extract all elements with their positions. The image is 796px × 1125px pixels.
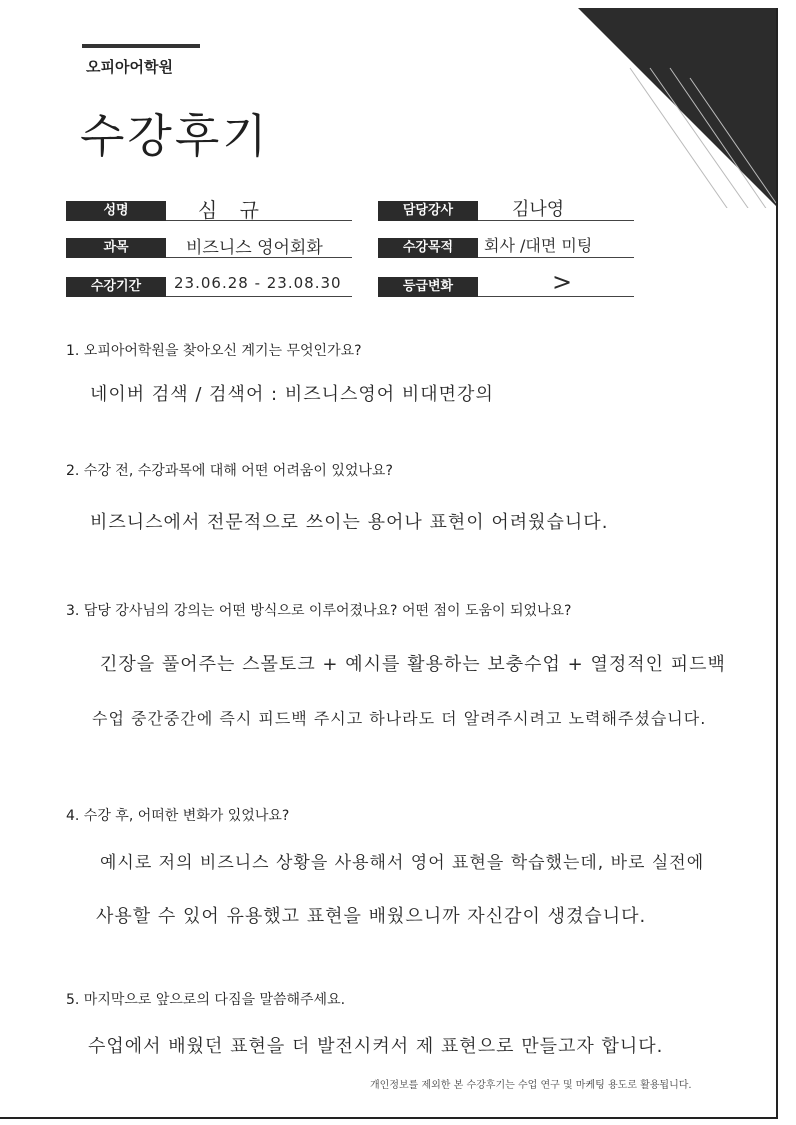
question-3: 3. 담당 강사님의 강의는 어떤 방식으로 이루어졌나요? 어떤 점이 도움이 되었나요? <box>66 603 572 619</box>
teacher-value: 김나영 <box>512 199 565 220</box>
subject-label: 과목 <box>66 238 166 258</box>
period-field-line <box>166 296 352 297</box>
question-2: 2. 수강 전, 수강과목에 대해 어떤 어려움이 있었나요? <box>66 463 393 479</box>
period-label: 수강기간 <box>66 277 166 297</box>
answer-2-line-1: 비즈니스에서 전문적으로 쓰이는 용어나 표현이 어려웠습니다. <box>90 512 609 533</box>
page-border-right <box>776 8 778 1118</box>
page-border-bottom <box>0 1117 778 1119</box>
name-value: 심 규 <box>198 198 267 222</box>
name-label: 성명 <box>66 201 166 221</box>
teacher-label: 담당강사 <box>378 201 478 221</box>
grade-value: > <box>552 268 573 296</box>
question-1: 1. 오피아어학원을 찾아오신 계기는 무엇인가요? <box>66 343 362 359</box>
answer-4-line-2: 사용할 수 있어 유용했고 표현을 배웠으니까 자신감이 생겼습니다. <box>96 906 647 927</box>
answer-1-line-1: 네이버 검색 / 검색어 : 비즈니스영어 비대면강의 <box>90 384 494 405</box>
question-5: 5. 마지막으로 앞으로의 다짐을 말씀해주세요. <box>66 992 346 1008</box>
purpose-field-line <box>478 257 634 258</box>
answer-5-line-1: 수업에서 배웠던 표현을 더 발전시켜서 제 표현으로 만들고자 합니다. <box>88 1036 664 1057</box>
answer-3-line-2: 수업 중간중간에 즉시 피드백 주시고 하나라도 더 알려주시려고 노력해주셨습니다. <box>92 709 707 728</box>
corner-triangle-decoration <box>570 8 776 208</box>
answer-3-line-1: 긴장을 풀어주는 스몰토크 + 예시를 활용하는 보충수업 + 열정적인 피드백 <box>100 654 726 675</box>
grade-label: 등급변화 <box>378 277 478 297</box>
subject-value: 비즈니스 영어회화 <box>186 238 323 258</box>
brand-name: 오피아어학원 <box>86 58 173 76</box>
grade-field-line <box>478 296 634 297</box>
page-title: 수강후기 <box>80 109 270 163</box>
purpose-label: 수강목적 <box>378 238 478 258</box>
purpose-value: 회사 /대면 미팅 <box>484 236 593 255</box>
question-4: 4. 수강 후, 어떠한 변화가 있었나요? <box>66 808 290 824</box>
footer-notice: 개인정보를 제외한 본 수강후기는 수업 연구 및 마케팅 용도로 활용됩니다. <box>370 1080 692 1091</box>
answer-4-line-1: 예시로 저의 비즈니스 상황을 사용해서 영어 표현을 학습했는데, 바로 실전에 <box>100 853 705 873</box>
period-value: 23.06.28 - 23.08.30 <box>174 274 342 292</box>
brand-bar <box>82 44 200 48</box>
